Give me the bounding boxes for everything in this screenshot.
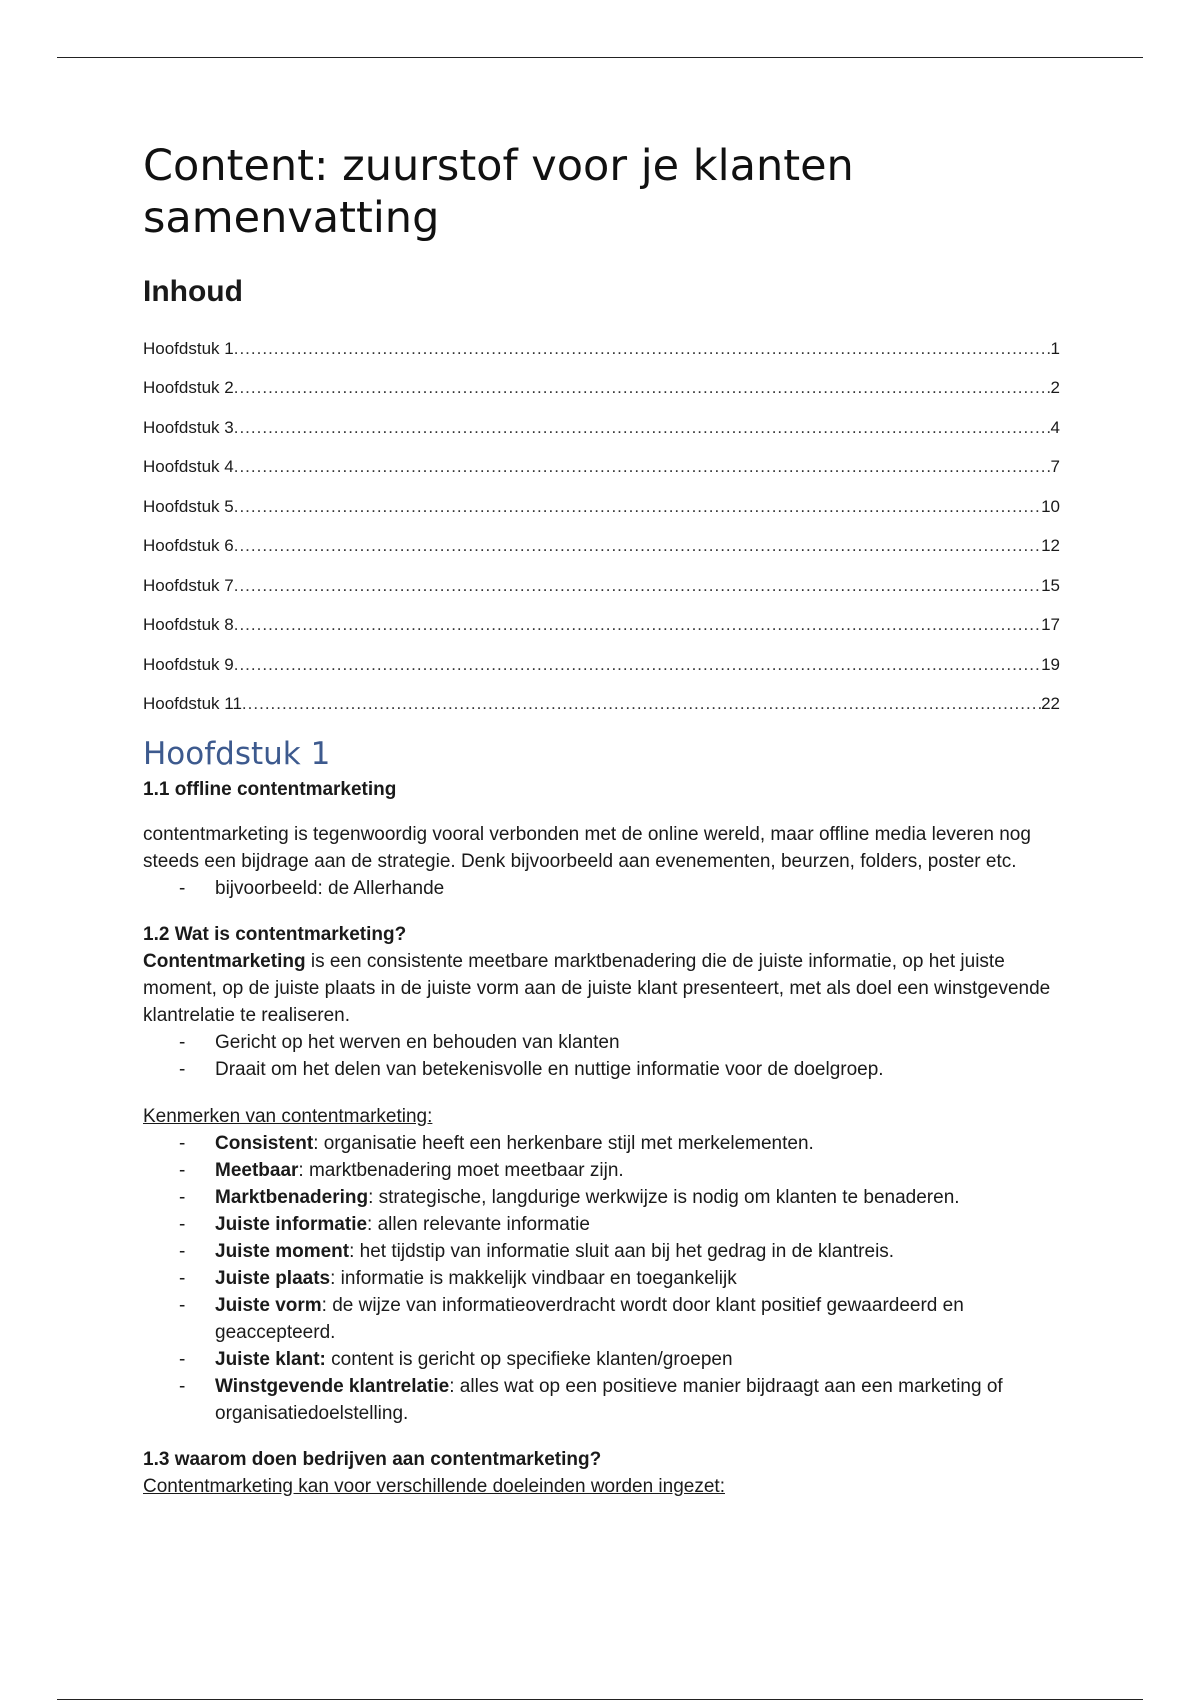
dash-bullet: - bbox=[179, 1160, 186, 1181]
spacer bbox=[143, 1083, 1060, 1103]
table-of-contents bbox=[143, 320, 1060, 715]
feature-term: Winstgevende klantrelatie bbox=[215, 1376, 450, 1397]
dash-bullet: - bbox=[179, 1295, 186, 1316]
toc-entry[interactable] bbox=[143, 360, 1060, 400]
feature-text: content is gericht op specifieke klanten/groepen bbox=[325, 1349, 733, 1370]
dash-bullet: - bbox=[179, 1133, 186, 1154]
toc-entry-label: Hoofdstuk 9 bbox=[143, 654, 234, 674]
toc-entry-label: Hoofdstuk 8 bbox=[143, 615, 234, 634]
spacer bbox=[143, 902, 1060, 922]
toc-entry[interactable] bbox=[143, 399, 1060, 439]
toc-entry-label: Hoofdstuk 1 bbox=[143, 338, 234, 358]
toc-leader bbox=[234, 575, 1041, 597]
list-item bbox=[179, 1346, 1060, 1373]
document-title bbox=[143, 140, 1060, 244]
toc-entry-page: 2 bbox=[1050, 378, 1060, 397]
toc-entry[interactable] bbox=[143, 478, 1060, 518]
feature-term: Consistent bbox=[215, 1133, 314, 1154]
dash-bullet: - bbox=[179, 1268, 186, 1289]
toc-entry-label: Hoofdstuk 5 bbox=[143, 496, 234, 516]
title-line-2: samenvatting bbox=[143, 193, 440, 243]
spacer bbox=[143, 803, 1060, 821]
toc-entry-label: Hoofdstuk 2 bbox=[143, 378, 234, 397]
dash-bullet: - bbox=[179, 1187, 186, 1208]
feature-term: Juiste moment bbox=[215, 1241, 350, 1262]
list-item-text: bijvoorbeeld: de Allerhande bbox=[215, 878, 445, 899]
toc-entry-page: 12 bbox=[1041, 536, 1060, 555]
dash-bullet: - bbox=[179, 1376, 186, 1397]
toc-leader bbox=[234, 377, 1051, 399]
list-item bbox=[179, 1130, 1060, 1157]
feature-text: : organisatie heeft een herkenbare stijl met merkelementen. bbox=[313, 1133, 814, 1154]
toc-entry[interactable] bbox=[143, 676, 1060, 716]
document-page bbox=[143, 140, 1060, 1500]
feature-term: Meetbaar bbox=[215, 1160, 299, 1181]
toc-entry-page: 1 bbox=[1050, 338, 1060, 358]
definition-term: Contentmarketing bbox=[143, 951, 306, 972]
toc-entry-page: 15 bbox=[1041, 575, 1060, 595]
list-item-text: Draait om het delen van betekenisvolle en nuttige informatie voor de doelgroep. bbox=[215, 1059, 884, 1080]
toc-leader bbox=[234, 338, 1051, 360]
toc-leader bbox=[234, 496, 1041, 518]
feature-text: : allen relevante informatie bbox=[367, 1214, 590, 1235]
list-item-text: Gericht op het werven en behouden van klanten bbox=[215, 1032, 620, 1053]
chapter-heading: Hoofdstuk 1 bbox=[143, 736, 331, 772]
list-item bbox=[179, 1056, 1060, 1083]
toc-entry-page: 7 bbox=[1050, 457, 1060, 476]
toc-entry-label: Hoofdstuk 7 bbox=[143, 575, 234, 595]
toc-entry[interactable] bbox=[143, 518, 1060, 558]
feature-term: Marktbenadering bbox=[215, 1187, 369, 1208]
toc-entry-label: Hoofdstuk 6 bbox=[143, 536, 234, 555]
header-rule bbox=[57, 57, 1143, 58]
toc-entry[interactable] bbox=[143, 320, 1060, 360]
definition-text: is een consistente meetbare marktbenadering die de juiste informatie, op het juiste moment, op de juiste plaats in de juiste vorm aan de juiste klant presenteert, met als doel een winstgevende klantrelatie te realiseren. bbox=[143, 951, 1051, 1026]
dash-bullet: - bbox=[179, 1349, 186, 1370]
list-item bbox=[179, 1211, 1060, 1238]
list-item bbox=[179, 1238, 1060, 1265]
section-intro: Contentmarketing kan voor verschillende doeleinden worden ingezet: bbox=[143, 1476, 725, 1497]
toc-entry-page: 22 bbox=[1041, 694, 1060, 713]
list-item bbox=[179, 1184, 1060, 1211]
toc-entry-label: Hoofdstuk 11 bbox=[143, 694, 242, 713]
feature-text: : het tijdstip van informatie sluit aan bij het gedrag in de klantreis. bbox=[349, 1241, 895, 1262]
toc-entry[interactable] bbox=[143, 636, 1060, 676]
list-item bbox=[179, 875, 1060, 902]
features-label: Kenmerken van contentmarketing: bbox=[143, 1106, 433, 1127]
list-item bbox=[179, 1292, 1060, 1346]
section-heading-1-1: 1.1 offline contentmarketing bbox=[143, 779, 397, 800]
section-heading-1-2: 1.2 Wat is contentmarketing? bbox=[143, 924, 407, 945]
dash-bullet: - bbox=[179, 1059, 186, 1080]
feature-text: : informatie is makkelijk vindbaar en toegankelijk bbox=[330, 1268, 737, 1289]
toc-entry-page: 17 bbox=[1041, 615, 1060, 634]
spacer bbox=[143, 1427, 1060, 1447]
toc-entry-label: Hoofdstuk 4 bbox=[143, 457, 234, 476]
toc-leader bbox=[234, 535, 1041, 557]
bullet-list bbox=[143, 875, 1060, 902]
bullet-list bbox=[143, 1029, 1060, 1083]
toc-leader bbox=[234, 456, 1051, 478]
dash-bullet: - bbox=[179, 1032, 186, 1053]
list-item bbox=[179, 1265, 1060, 1292]
toc-entry-page: 4 bbox=[1050, 417, 1060, 437]
definition-paragraph bbox=[143, 948, 1060, 1029]
feature-term: Juiste plaats bbox=[215, 1268, 331, 1289]
feature-term: Juiste informatie bbox=[215, 1214, 368, 1235]
feature-text: : de wijze van informatieoverdracht wordt door klant positief gewaardeerd en geaccepteerd. bbox=[215, 1295, 964, 1343]
toc-heading: Inhoud bbox=[143, 275, 243, 308]
list-item bbox=[179, 1029, 1060, 1056]
dash-bullet: - bbox=[179, 1241, 186, 1262]
feature-term: Juiste vorm bbox=[215, 1295, 322, 1316]
section-heading-1-3: 1.3 waarom doen bedrijven aan contentmarketing? bbox=[143, 1449, 602, 1470]
toc-entry-page: 19 bbox=[1041, 654, 1060, 674]
list-item bbox=[179, 1373, 1060, 1427]
toc-leader bbox=[234, 654, 1041, 676]
section-paragraph: contentmarketing is tegenwoordig vooral verbonden met de online wereld, maar offline media leveren nog steeds een bijdrage aan de strategie. Denk bijvoorbeeld aan evenementen, beurzen, folders, poster etc. bbox=[143, 824, 1031, 872]
dash-bullet: - bbox=[179, 878, 186, 899]
toc-entry[interactable] bbox=[143, 557, 1060, 597]
toc-leader bbox=[234, 614, 1041, 636]
feature-term: Juiste klant: bbox=[215, 1349, 326, 1370]
list-item bbox=[179, 1157, 1060, 1184]
toc-leader bbox=[242, 693, 1041, 715]
feature-text: : alles wat op een positieve manier bijdraagt aan een marketing of organisatiedoelstelling. bbox=[215, 1376, 1003, 1424]
toc-entry[interactable] bbox=[143, 597, 1060, 637]
feature-text: : marktbenadering moet meetbaar zijn. bbox=[298, 1160, 624, 1181]
toc-entry-label: Hoofdstuk 3 bbox=[143, 417, 234, 437]
dash-bullet: - bbox=[179, 1214, 186, 1235]
toc-entry-page: 10 bbox=[1041, 496, 1060, 516]
title-line-1: Content: zuurstof voor je klanten bbox=[143, 141, 854, 191]
feature-text: : strategische, langdurige werkwijze is nodig om klanten te benaderen. bbox=[368, 1187, 960, 1208]
toc-leader bbox=[234, 417, 1051, 439]
toc-entry[interactable] bbox=[143, 439, 1060, 479]
features-list bbox=[143, 1130, 1060, 1427]
